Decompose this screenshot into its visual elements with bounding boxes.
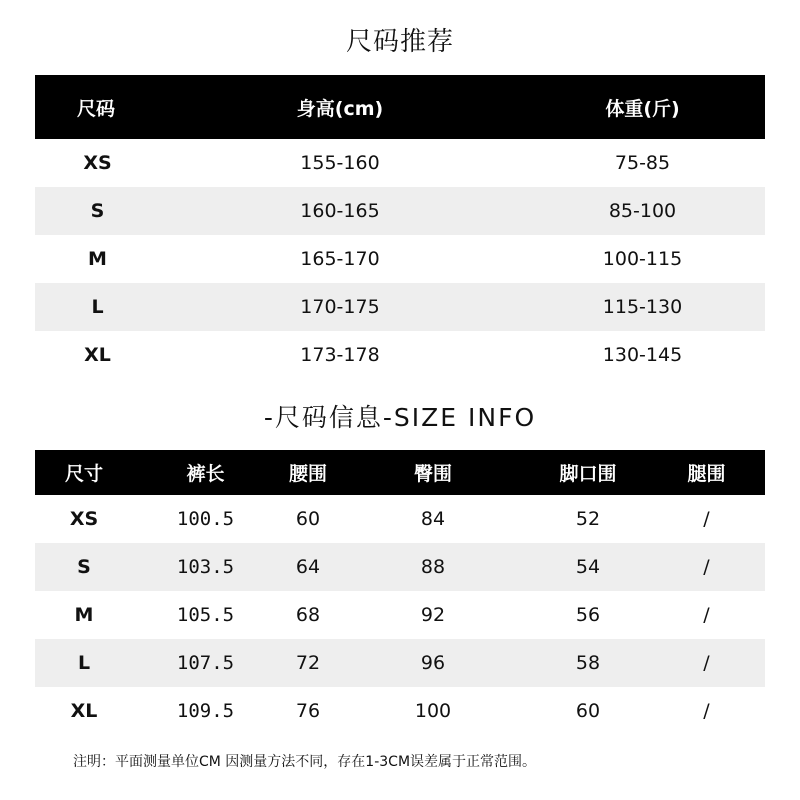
table-row	[35, 139, 765, 187]
thigh-cell: /	[703, 556, 710, 578]
hip-cell: 96	[420, 652, 446, 674]
thigh-cell: /	[703, 508, 710, 530]
size-cell: L	[77, 652, 91, 674]
size-cell: M	[74, 604, 94, 626]
pants-length-cell: 103.5	[176, 556, 235, 578]
waist-cell: 60	[295, 508, 321, 530]
hip-cell: 88	[420, 556, 446, 578]
size-cell: S	[90, 200, 105, 222]
hem-cell: 56	[575, 604, 601, 626]
weight-cell: 100-115	[602, 248, 683, 270]
size-cell: L	[91, 296, 104, 318]
thigh-cell: /	[703, 700, 710, 722]
hem-cell: 52	[575, 508, 601, 530]
size-info-table	[35, 450, 765, 735]
size-info-title: -尺码信息-SIZE INFO	[263, 403, 537, 432]
header-height: 身高(cm)	[296, 97, 384, 120]
header-hip: 臀围	[413, 463, 452, 485]
waist-cell: 76	[295, 700, 321, 722]
weight-cell: 130-145	[602, 344, 683, 366]
weight-cell: 115-130	[602, 296, 683, 318]
waist-cell: 64	[295, 556, 321, 578]
table-header	[35, 450, 765, 495]
size-cell: M	[88, 248, 107, 270]
thigh-cell: /	[703, 604, 710, 626]
height-cell: 173-178	[300, 344, 380, 366]
size-cell: XL	[70, 700, 98, 722]
table-row	[35, 639, 765, 687]
hip-cell: 92	[420, 604, 446, 626]
size-cell: XS	[83, 152, 112, 174]
waist-cell: 72	[295, 652, 321, 674]
size-recommend-title: 尺码推荐	[345, 27, 454, 57]
waist-cell: 68	[295, 604, 321, 626]
header-waist: 腰围	[288, 463, 327, 485]
table-row	[35, 331, 765, 379]
pants-length-cell: 100.5	[176, 508, 235, 530]
header-weight: 体重(斤)	[605, 97, 680, 120]
table-row	[35, 687, 765, 735]
header-thigh: 腿围	[687, 463, 726, 485]
table-row	[35, 283, 765, 331]
table-row	[35, 235, 765, 283]
table-header	[35, 75, 765, 139]
table-row	[35, 495, 765, 543]
height-cell: 160-165	[300, 200, 380, 222]
thigh-cell: /	[703, 652, 710, 674]
header-size: 尺寸	[64, 463, 103, 485]
hem-cell: 54	[575, 556, 601, 578]
size-recommend-table	[35, 75, 765, 379]
height-cell: 170-175	[300, 296, 380, 318]
pants-length-cell: 105.5	[176, 604, 235, 626]
weight-cell: 85-100	[608, 200, 677, 222]
table-row	[35, 543, 765, 591]
size-cell: XL	[84, 344, 111, 366]
table-row	[35, 591, 765, 639]
hem-cell: 60	[575, 700, 601, 722]
header-pants-length: 裤长	[186, 463, 225, 485]
measurement-note: 注明：平面测量单位CM 因测量方法不同，存在1-3CM误差属于正常范围。	[73, 754, 537, 770]
size-cell: XS	[69, 508, 99, 530]
header-hem: 脚口围	[559, 463, 617, 485]
hip-cell: 100	[414, 700, 452, 722]
pants-length-cell: 109.5	[176, 700, 235, 722]
height-cell: 165-170	[300, 248, 380, 270]
pants-length-cell: 107.5	[176, 652, 235, 674]
size-cell: S	[77, 556, 91, 578]
weight-cell: 75-85	[614, 152, 671, 174]
hem-cell: 58	[575, 652, 601, 674]
height-cell: 155-160	[300, 152, 380, 174]
table-row	[35, 187, 765, 235]
header-size: 尺码	[77, 97, 116, 120]
hip-cell: 84	[420, 508, 446, 530]
